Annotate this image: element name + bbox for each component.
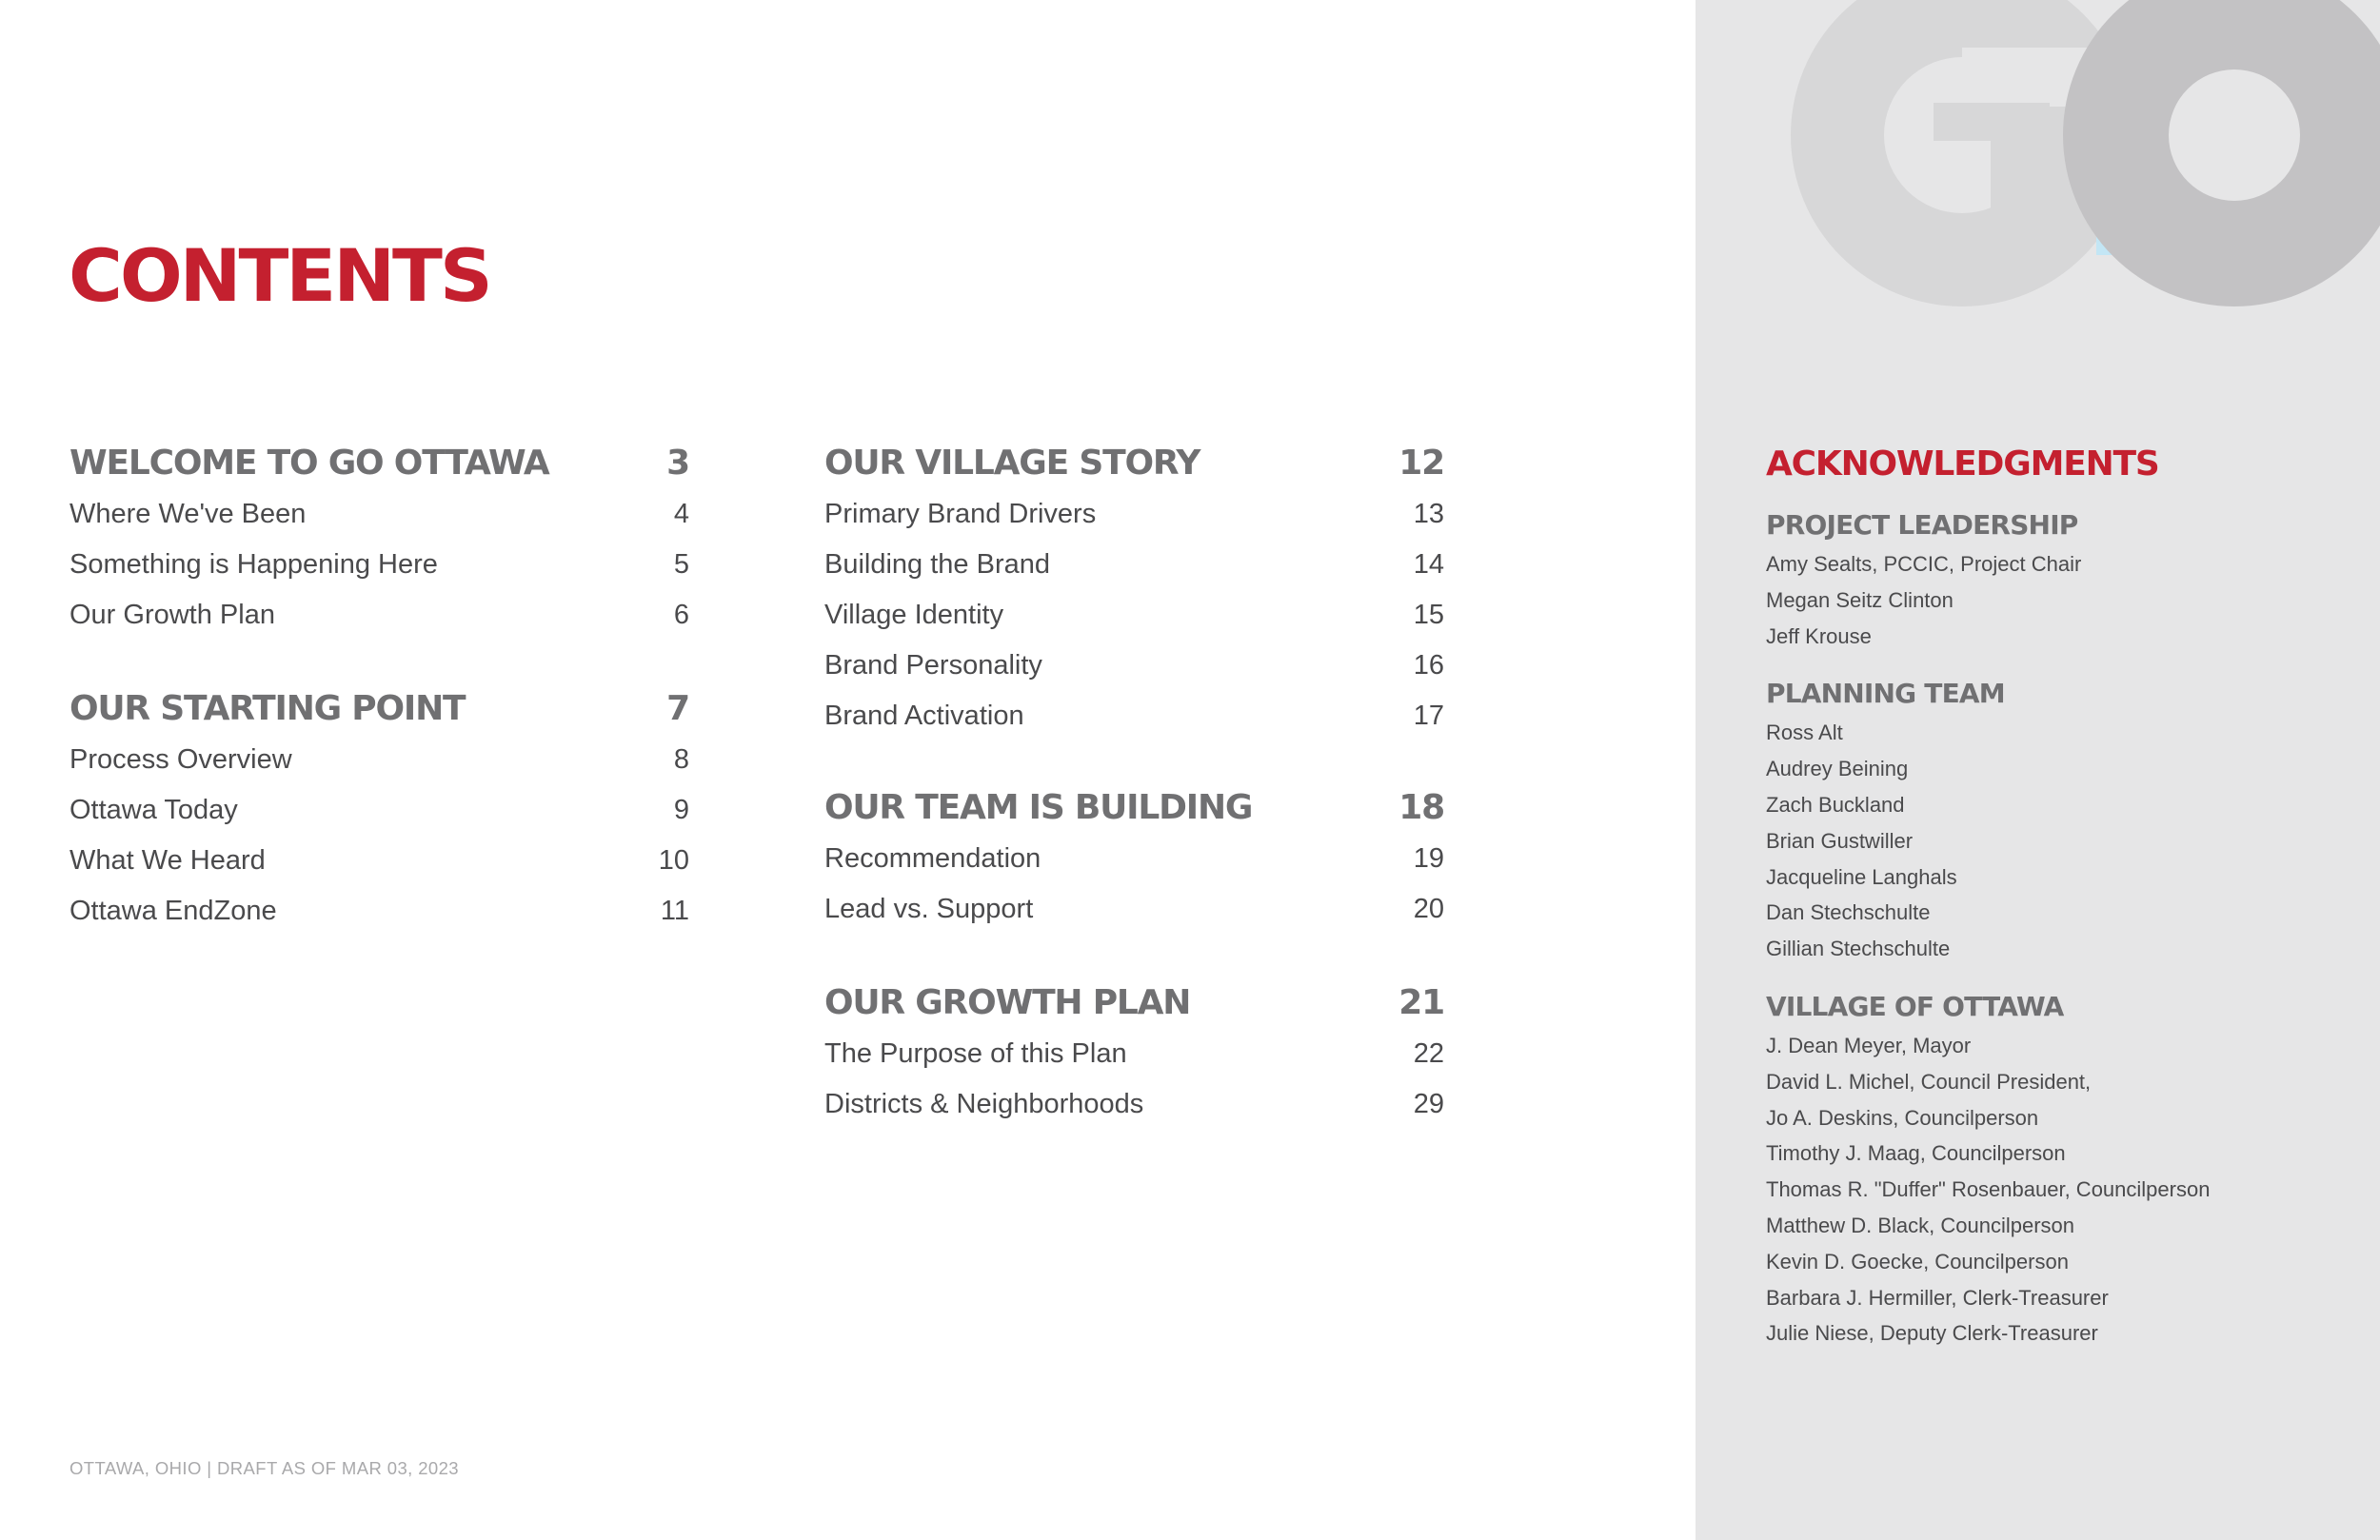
toc-item[interactable] <box>824 1029 1444 1079</box>
toc-item-page: 20 <box>1413 894 1444 924</box>
toc-section-heading[interactable] <box>824 977 1444 1029</box>
toc-item-page: 22 <box>1413 1038 1444 1069</box>
toc-section-title: OUR STARTING POINT <box>69 689 466 728</box>
ack-name: Jeff Krouse <box>1766 623 1872 648</box>
ack-name: J. Dean Meyer, Mayor <box>1766 1033 1972 1057</box>
toc-section-title: WELCOME TO GO OTTAWA <box>69 444 549 483</box>
toc-item[interactable] <box>69 489 689 540</box>
toc-item[interactable] <box>824 489 1444 540</box>
toc-section-heading[interactable] <box>69 683 689 735</box>
toc-section-welcome <box>69 438 689 641</box>
toc-item-label: Primary Brand Drivers <box>824 499 1097 529</box>
toc-item-label: What We Heard <box>69 845 266 876</box>
toc-item[interactable] <box>69 540 689 590</box>
toc-section-growth-plan <box>824 977 1444 1130</box>
toc-section-page: 18 <box>1398 788 1444 827</box>
toc-item-page: 19 <box>1413 843 1444 874</box>
toc-item[interactable] <box>69 785 689 836</box>
toc-section-page: 7 <box>666 689 689 728</box>
toc-item-page: 6 <box>673 600 689 630</box>
toc-item-label: Districts & Neighborhoods <box>824 1089 1144 1119</box>
footer-text: OTTAWA, OHIO | DRAFT AS OF MAR 03, 2023 <box>69 1458 459 1478</box>
toc-section-heading[interactable] <box>69 438 689 489</box>
toc-section-team-building <box>824 782 1444 935</box>
toc-item-page: 9 <box>673 795 689 825</box>
toc-item-page: 10 <box>658 845 689 876</box>
toc-item[interactable] <box>824 834 1444 884</box>
ack-name: Amy Sealts, PCCIC, Project Chair <box>1766 552 2082 576</box>
toc-section-title: OUR GROWTH PLAN <box>824 983 1191 1022</box>
ack-name: Gillian Stechschulte <box>1766 937 1951 961</box>
toc-item[interactable] <box>824 1079 1444 1130</box>
toc-item-page: 11 <box>660 896 689 926</box>
toc-section-page: 3 <box>666 444 689 483</box>
ack-name: Megan Seitz Clinton <box>1766 587 1954 612</box>
ack-group-village-of-ottawa <box>1766 986 2210 1352</box>
ack-name: Thomas R. "Duffer" Rosenbauer, Councilperson <box>1766 1177 2211 1202</box>
toc-section-heading[interactable] <box>824 782 1444 834</box>
ack-name: Kevin D. Goecke, Councilperson <box>1766 1249 2069 1273</box>
toc-item-label: Village Identity <box>824 600 1004 630</box>
ack-name: Matthew D. Black, Councilperson <box>1766 1213 2075 1237</box>
toc-item-page: 13 <box>1413 499 1444 529</box>
toc-item-page: 14 <box>1413 549 1444 580</box>
ack-name: Barbara J. Hermiller, Clerk-Treasurer <box>1766 1285 2109 1310</box>
toc-section-page: 21 <box>1398 983 1444 1022</box>
toc-item-label: Ottawa EndZone <box>69 896 277 926</box>
ack-group-planning-team <box>1766 673 2210 967</box>
toc-section-heading[interactable] <box>824 438 1444 489</box>
toc-item-page: 8 <box>673 744 689 775</box>
ack-group-title: PLANNING TEAM <box>1766 678 2005 710</box>
toc-item-page: 5 <box>673 549 689 580</box>
toc-item-label: The Purpose of this Plan <box>824 1038 1127 1069</box>
toc-item[interactable] <box>824 691 1444 741</box>
toc-item-page: 17 <box>1413 701 1444 731</box>
toc-item[interactable] <box>824 590 1444 641</box>
toc-item[interactable] <box>69 735 689 785</box>
toc-item-page: 29 <box>1413 1089 1444 1119</box>
acknowledgments-panel <box>1696 0 2380 1540</box>
toc-item[interactable] <box>69 836 689 886</box>
ack-group-title: VILLAGE OF OTTAWA <box>1766 990 2064 1022</box>
toc-item-page: 4 <box>673 499 689 529</box>
toc-item-label: Process Overview <box>69 744 292 775</box>
page-title: CONTENTS <box>69 233 490 318</box>
toc-item-label: Brand Personality <box>824 650 1042 681</box>
toc-item-label: Brand Activation <box>824 701 1024 731</box>
ack-name: Audrey Beining <box>1766 757 1909 781</box>
toc-section-title: OUR VILLAGE STORY <box>824 444 1200 483</box>
toc-item-label: Where We've Been <box>69 499 307 529</box>
ack-name: Dan Stechschulte <box>1766 900 1931 925</box>
toc-item[interactable] <box>69 886 689 937</box>
toc-item[interactable] <box>824 641 1444 691</box>
toc-section-page: 12 <box>1398 444 1444 483</box>
ack-name: Jo A. Deskins, Councilperson <box>1766 1105 2039 1130</box>
ack-group-title: PROJECT LEADERSHIP <box>1766 509 2078 541</box>
toc-section-title: OUR TEAM IS BUILDING <box>824 788 1253 827</box>
toc-item-label: Our Growth Plan <box>69 600 275 630</box>
toc-item-label: Lead vs. Support <box>824 894 1034 924</box>
go-letter-o <box>2063 0 2380 306</box>
toc-item[interactable] <box>824 540 1444 590</box>
toc-item-page: 15 <box>1413 600 1444 630</box>
ack-name: Jacqueline Langhals <box>1766 864 1957 889</box>
toc-item-label: Building the Brand <box>824 549 1050 580</box>
toc-item[interactable] <box>824 884 1444 935</box>
toc-item-label: Something is Happening Here <box>69 549 438 580</box>
ack-name: Ross Alt <box>1766 721 1843 745</box>
toc-item-label: Ottawa Today <box>69 795 238 825</box>
acknowledgments <box>1766 444 2211 1352</box>
ack-name: Julie Niese, Deputy Clerk-Treasurer <box>1766 1321 2098 1346</box>
toc-item-page: 16 <box>1413 650 1444 681</box>
ack-group-project-leadership <box>1766 504 2210 654</box>
acknowledgments-title: ACKNOWLEDGMENTS <box>1766 444 2159 484</box>
toc-section-starting-point <box>69 683 689 937</box>
toc-item-label: Recommendation <box>824 843 1041 874</box>
toc-section-village-story <box>824 438 1444 741</box>
ack-name: David L. Michel, Council President, <box>1766 1069 2092 1094</box>
ack-name: Zach Buckland <box>1766 792 1905 817</box>
ack-name: Timothy J. Maag, Councilperson <box>1766 1141 2066 1166</box>
go-logo-art <box>1696 0 2380 324</box>
ack-name: Brian Gustwiller <box>1766 828 1914 853</box>
toc-item[interactable] <box>69 590 689 641</box>
